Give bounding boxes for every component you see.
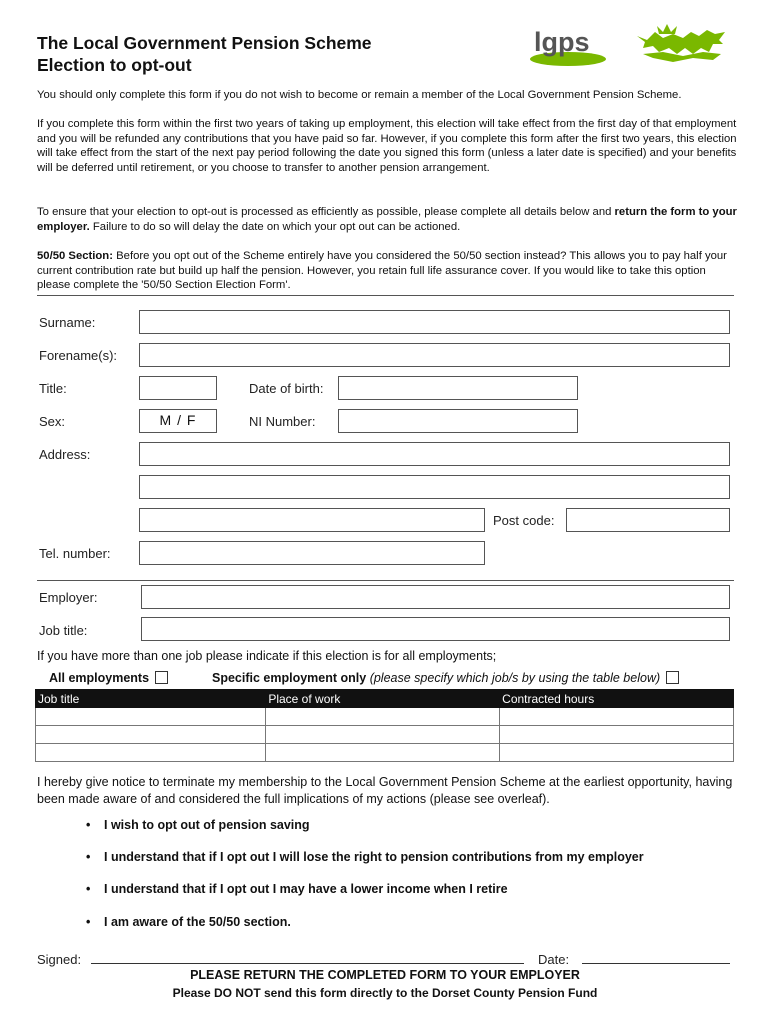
title-label: Title: bbox=[39, 381, 67, 396]
signed-label: Signed: bbox=[37, 952, 82, 967]
p3-bold: return the form to your employer. bbox=[37, 206, 737, 233]
jobs-table bbox=[35, 689, 734, 762]
address-line-1[interactable] bbox=[139, 442, 730, 466]
page-title bbox=[37, 32, 457, 76]
employer-field[interactable] bbox=[141, 585, 730, 609]
ni-label: NI Number: bbox=[249, 414, 316, 429]
p4-text: Before you opt out of the Scheme entirely have you considered the 50/50 section instead? This allows you to pay half your current contribution rate but build up half the pension. However, you retain full life assurance cover. If you would like to take this option please complete the '50/50 Section Election Form'. bbox=[37, 250, 727, 292]
all-employments-option bbox=[49, 671, 168, 685]
divider-1 bbox=[37, 295, 734, 296]
bullet-text: I understand that if I opt out I will lose the right to pension contributions from my employer bbox=[104, 850, 644, 864]
bullet-item bbox=[86, 915, 291, 929]
title-field[interactable] bbox=[139, 376, 217, 400]
address-label: Address: bbox=[39, 447, 91, 462]
intro-paragraph-4 bbox=[37, 249, 737, 293]
bullet-icon: • bbox=[86, 915, 91, 929]
table-cell[interactable] bbox=[36, 708, 266, 726]
bullet-text: I understand that if I opt out I may have a lower income when I retire bbox=[104, 882, 508, 896]
header-place-of-work: Place of work bbox=[266, 690, 500, 708]
lgps-logo bbox=[530, 26, 610, 68]
table-cell[interactable] bbox=[500, 708, 734, 726]
table-row bbox=[36, 708, 734, 726]
bullet-icon: • bbox=[86, 850, 91, 864]
lgps-logo-icon bbox=[530, 26, 610, 68]
table-cell[interactable] bbox=[500, 744, 734, 762]
job-title-field[interactable] bbox=[141, 617, 730, 641]
specific-employment-label: Specific employment only bbox=[212, 671, 367, 685]
date-line[interactable] bbox=[582, 963, 730, 964]
table-cell[interactable] bbox=[36, 744, 266, 762]
bullet-text: I am aware of the 50/50 section. bbox=[104, 915, 291, 929]
surname-label: Surname: bbox=[39, 315, 96, 330]
all-employments-checkbox[interactable] bbox=[155, 671, 168, 684]
p3-text-b: Failure to do so will delay the date on which your opt out can be actioned. bbox=[89, 220, 461, 233]
sex-field[interactable]: M / F bbox=[139, 409, 217, 433]
forenames-label: Forename(s): bbox=[39, 348, 118, 363]
table-cell[interactable] bbox=[266, 726, 500, 744]
declaration-text: I hereby give notice to terminate my membership to the Local Government Pension Scheme at the earliest opportunity, having been made aware of and considered the full implications of my actions (please see overleaf). bbox=[37, 775, 733, 806]
table-row bbox=[36, 744, 734, 762]
tel-label: Tel. number: bbox=[39, 546, 111, 561]
footer-return-notice: PLEASE RETURN THE COMPLETED FORM TO YOUR EMPLOYER bbox=[190, 968, 580, 982]
specific-employment-note: (please specify which job/s by using the table below) bbox=[366, 671, 661, 685]
postcode-label: Post code: bbox=[493, 513, 555, 528]
intro-paragraph-3 bbox=[37, 205, 737, 234]
sex-label: Sex: bbox=[39, 414, 66, 429]
table-cell[interactable] bbox=[266, 708, 500, 726]
intro-paragraph-2: If you complete this form within the first two years of taking up employment, this election will take effect from the first day of that employment and you will be refunded any contributions that you have paid so far. However, if you complete this form after the first two years, this election will take effect from the start of the next pay period following the date you signed this form (unless a later date is specified) and your benefits will be deferred until retirement, or you choose to transfer to another pension arrangement. bbox=[37, 118, 737, 174]
employment-question: If you have more than one job please indicate if this election is for all employments; bbox=[37, 649, 497, 663]
table-cell[interactable] bbox=[266, 744, 500, 762]
dob-field[interactable] bbox=[338, 376, 578, 400]
job-title-label: Job title: bbox=[39, 623, 88, 638]
header-job-title: Job title bbox=[36, 690, 266, 708]
bullet-icon: • bbox=[86, 818, 91, 832]
forenames-field[interactable] bbox=[139, 343, 730, 367]
title-line-2: Election to opt-out bbox=[37, 55, 192, 75]
bullet-text: I wish to opt out of pension saving bbox=[104, 818, 310, 832]
bullet-icon: • bbox=[86, 882, 91, 896]
title-line-1: The Local Government Pension Scheme bbox=[37, 33, 372, 53]
address-line-3[interactable] bbox=[139, 508, 485, 532]
jobs-table-header bbox=[36, 690, 734, 708]
all-employments-label: All employments bbox=[49, 671, 150, 685]
bullet-item bbox=[86, 882, 508, 896]
table-cell[interactable] bbox=[500, 726, 734, 744]
ni-field[interactable] bbox=[338, 409, 578, 433]
p3-text-a: To ensure that your election to opt-out is processed as efficiently as possible, please complete all details below and bbox=[37, 206, 615, 218]
specific-employment-option bbox=[212, 671, 679, 685]
bullet-item bbox=[86, 850, 644, 864]
table-row bbox=[36, 726, 734, 744]
dob-label: Date of birth: bbox=[249, 381, 324, 396]
divider-2 bbox=[37, 580, 734, 581]
address-line-2[interactable] bbox=[139, 475, 730, 499]
intro-paragraph-1: You should only complete this form if you do not wish to become or remain a member of the Local Government Pension Scheme. bbox=[37, 89, 682, 101]
signature-line[interactable] bbox=[91, 963, 524, 964]
surname-field[interactable] bbox=[139, 310, 730, 334]
lions-crest-icon bbox=[633, 22, 729, 64]
table-cell[interactable] bbox=[36, 726, 266, 744]
employer-label: Employer: bbox=[39, 590, 98, 605]
specific-employment-checkbox[interactable] bbox=[666, 671, 679, 684]
tel-field[interactable] bbox=[139, 541, 485, 565]
header-contracted-hours: Contracted hours bbox=[500, 690, 734, 708]
date-label: Date: bbox=[538, 952, 570, 967]
lgps-logo-text: lgps bbox=[534, 27, 590, 57]
p4-bold: 50/50 Section: bbox=[37, 250, 113, 262]
dorset-crest-logo bbox=[633, 22, 729, 64]
footer-do-not-send: Please DO NOT send this form directly to the Dorset County Pension Fund bbox=[172, 986, 598, 1000]
bullet-item bbox=[86, 818, 310, 832]
postcode-field[interactable] bbox=[566, 508, 730, 532]
